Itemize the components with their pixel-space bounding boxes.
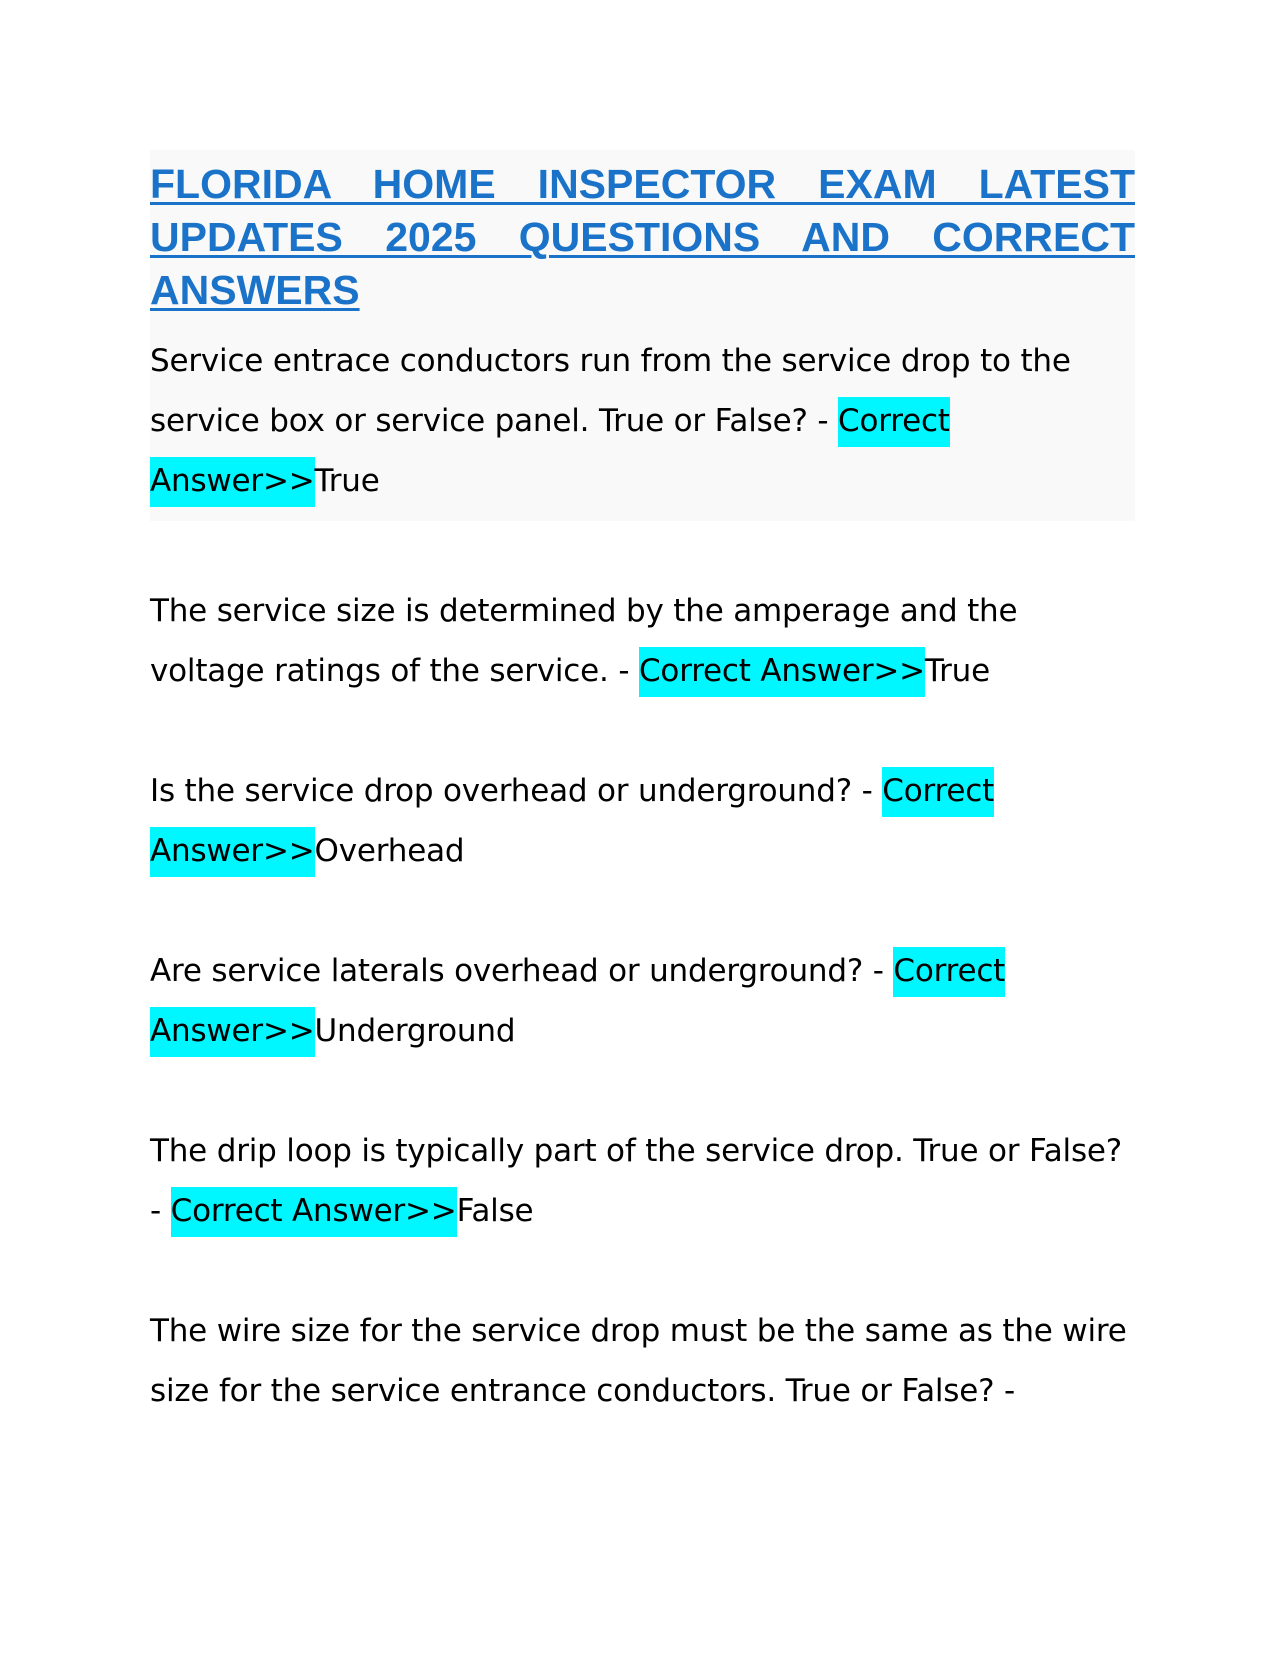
answer-marker-highlight: Correct Answer>> [150, 397, 950, 507]
answer-text: False [456, 1193, 534, 1229]
document-title: FLORIDA HOME INSPECTOR EXAM LATEST UPDATES 2025 QUESTIONS AND CORRECT ANSWERS [150, 161, 1135, 313]
qa-item [150, 761, 1135, 881]
question-text: Service entrace conductors run from the service drop to the service box or service panel. True or False? - [150, 343, 1071, 439]
question-text: Is the service drop overhead or underground? - [150, 773, 883, 809]
answer-text: Overhead [314, 833, 465, 869]
answer-text: True [924, 653, 990, 689]
answer-text: True [314, 463, 380, 499]
qa-item [150, 941, 1135, 1061]
qa-item [150, 331, 1135, 511]
answer-marker-highlight: Correct Answer>> [150, 947, 1005, 1057]
answer-marker-highlight: Correct Answer>> [171, 1187, 457, 1237]
answer-marker-highlight: Correct Answer>> [639, 647, 925, 697]
qa-item [150, 1121, 1135, 1241]
qa-item [150, 1301, 1135, 1421]
header-block [150, 150, 1135, 521]
answer-marker-highlight: Correct Answer>> [150, 767, 994, 877]
question-text: The wire size for the service drop must be the same as the wire size for the service entrance conductors. True or False? - [150, 1313, 1127, 1409]
qa-item [150, 581, 1135, 701]
question-text: The drip loop is typically part of the service drop. True or False? - [150, 1133, 1123, 1229]
document-page [150, 150, 1135, 1421]
question-text: The service size is determined by the amperage and the voltage ratings of the service. - [150, 593, 1018, 689]
question-text: Are service laterals overhead or underground? - [150, 953, 894, 989]
answer-text: Underground [314, 1013, 516, 1049]
